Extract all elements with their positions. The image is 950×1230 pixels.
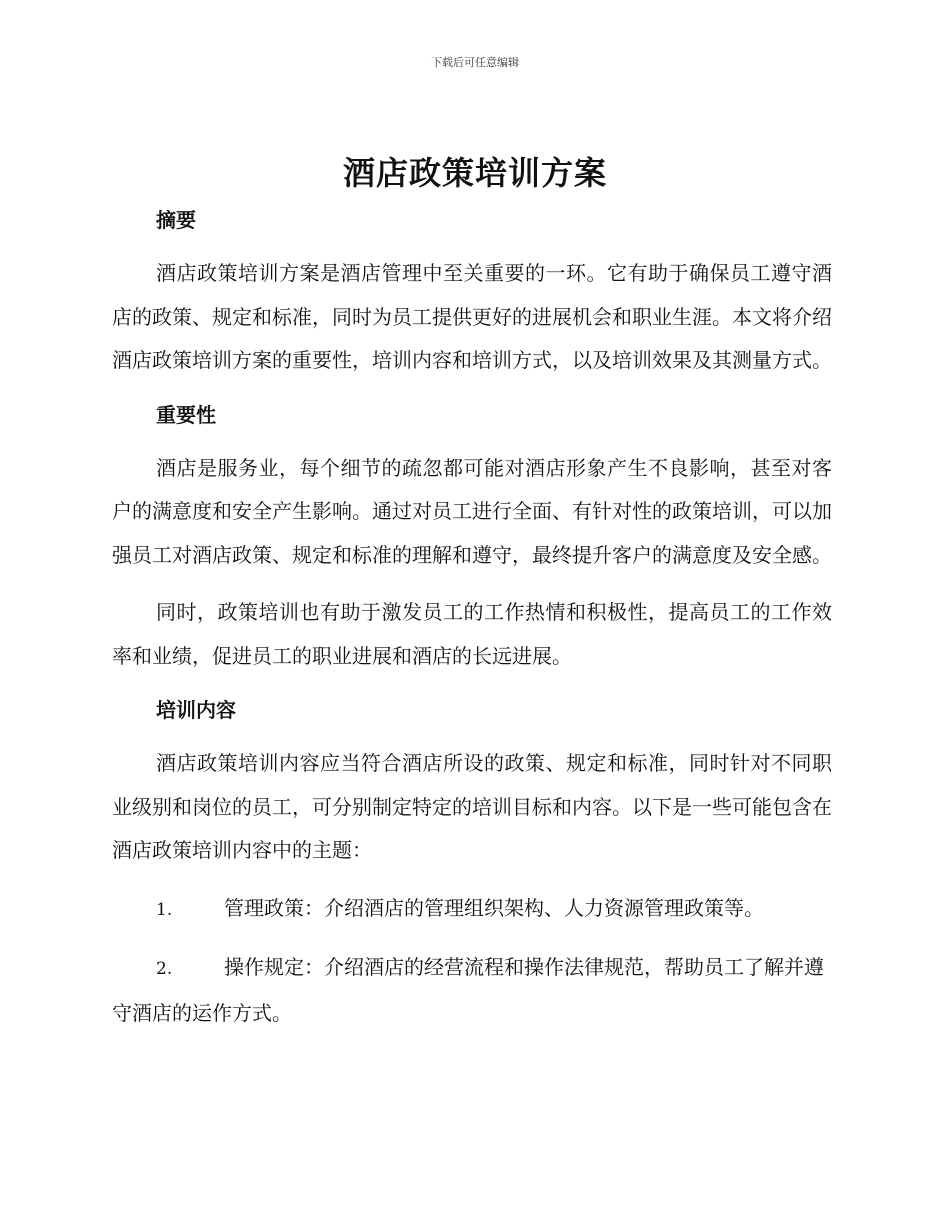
paragraph: 酒店政策培训方案是酒店管理中至关重要的一环。它有助于确保员工遵守酒店的政策、规定和标准，同时为员工提供更好的进展机会和职业生涯。本文将介绍酒店政策培训方案的重要性，培训内容和培训方式，以及培训效果及其测量方式。 [112,261,832,372]
paragraph: 同时，政策培训也有助于激发员工的工作热情和积极性，提高员工的工作效率和业绩，促进员工的职业进展和酒店的长远进展。 [112,600,832,668]
header-note: 下载后可任意编辑 [431,56,519,69]
paragraph: 酒店是服务业，每个细节的疏忽都可能对酒店形象产生不良影响，甚至对客户的满意度和安全产生影响。通过对员工进行全面、有针对性的政策培训，可以加强员工对酒店政策、规定和标准的理解和遵守，最终提升客户的满意度及安全感。 [112,455,832,567]
list-text: 操作规定：介绍酒店的经营流程和操作法律规范，帮助员工了解并遵守酒店的运作方式。 [112,955,824,1025]
list-text: 管理政策：介绍酒店的管理组织架构、人力资源管理政策等。 [224,895,764,920]
list-item [112,887,832,933]
list-item [112,946,832,1035]
section-heading: 重要性 [156,402,216,427]
section-heading: 培训内容 [156,698,236,722]
document-body [112,202,832,1035]
section-heading: 摘要 [156,208,196,232]
list-number: 2. [156,959,173,979]
list-number: 1. [156,899,173,920]
paragraph: 酒店政策培训内容应当符合酒店所设的政策、规定和标准，同时针对不同职业级别和岗位的员工，可分别制定特定的培训目标和内容。以下是一些可能包含在酒店政策培训内容中的主题： [112,751,832,862]
page-title: 酒店政策培训方案 [342,154,607,192]
